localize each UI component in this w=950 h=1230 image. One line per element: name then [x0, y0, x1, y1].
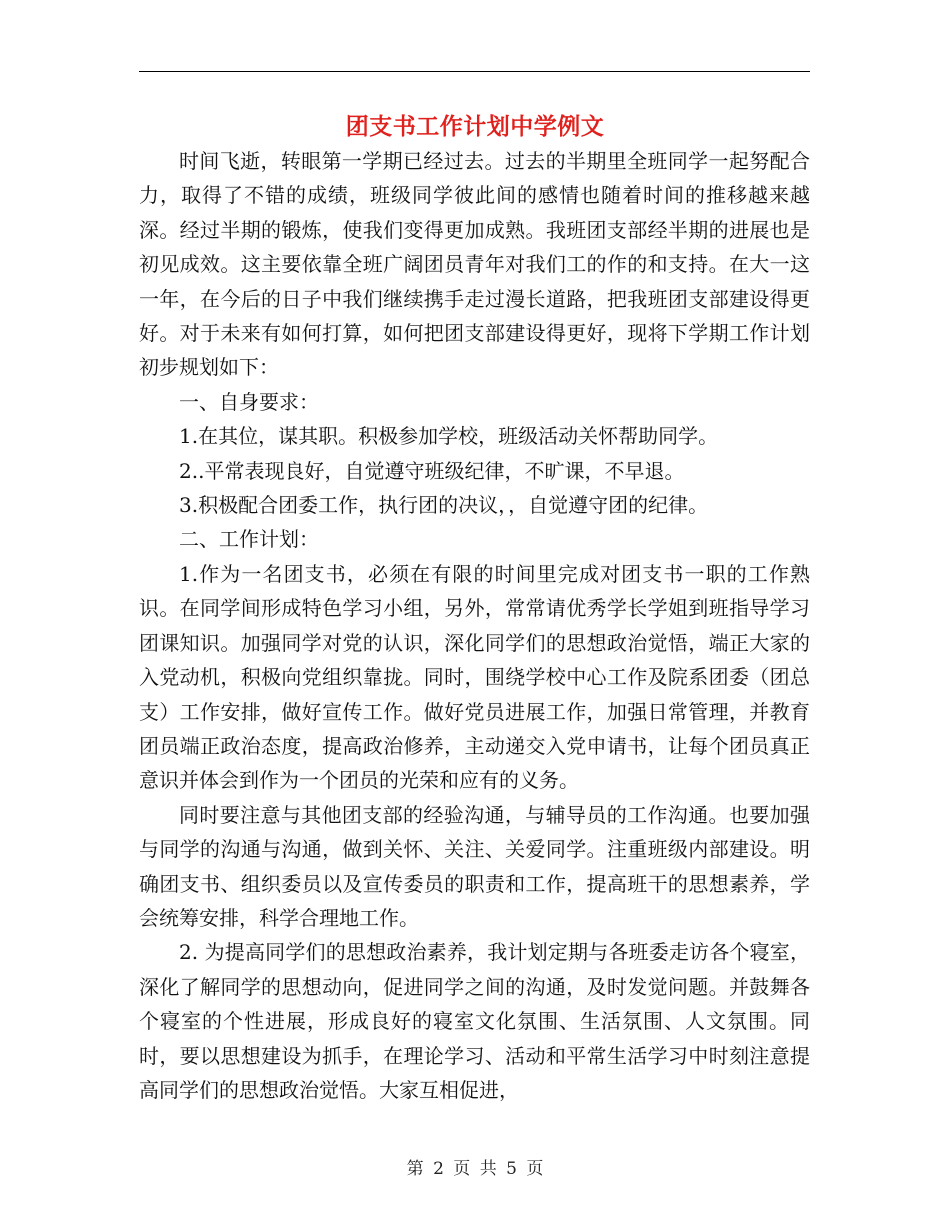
heading-work-plan: 二、工作计划： [179, 527, 319, 552]
list-item-3: 3.积极配合团委工作，执行团的决议，，自觉遵守团的纪律。 [179, 493, 709, 518]
list-item-1: 1.在其位，谋其职。积极参加学校，班级活动关怀帮助同学。 [179, 424, 719, 449]
heading-self-requirements: 一、自身要求： [179, 389, 319, 414]
document-title: 团支书工作计划中学例文 [345, 113, 605, 140]
paragraph-communication: 同时要注意与其他团支部的经验沟通，与辅导员的工作沟通。也要加强与同学的沟通与沟通，做到关怀、关注、关爱同学。注重班级内部建设。明确团支书、组织委员以及宣传委员的职责和工作，提高班干的思想素养，学会统筹安排，科学合理地工作。 [139, 802, 810, 930]
page-number: 第 2 页 共 5 页 [406, 1159, 544, 1179]
paragraph-plan-2: 2. 为提高同学们的思想政治素养，我计划定期与各班委走访各个寝室，深化了解同学的思想动向，促进同学之间的沟通，及时发觉问题。并鼓舞各个寝室的个性进展，形成良好的寝室文化氛围、生活氛围、人文氛围。同时，要以思想建设为抓手，在理论学习、活动和平常生活学习中时刻注意提高同学们的思想政治觉悟。大家互相促进， [139, 940, 810, 1102]
document-body [139, 144, 810, 1107]
header-rule [139, 71, 810, 72]
paragraph-intro: 时间飞逝，转眼第一学期已经过去。过去的半期里全班同学一起努配合力，取得了不错的成绩，班级同学彼此间的感情也随着时间的推移越来越深。经过半期的锻炼，使我们变得更加成熟。我班团支部经半期的进展也是初见成效。这主要依靠全班广阔团员青年对我们工的作的和支持。在大一这一年，在今后的日子中我们继续携手走过漫长道路，把我班团支部建设得更好。对于未来有如何打算，如何把团支部建设得更好，现将下学期工作计划初步规划如下： [139, 149, 810, 380]
paragraph-plan-1: 1.作为一名团支书，必须在有限的时间里完成对团支书一职的工作熟识。在同学间形成特色学习小组，另外，常常请优秀学长学姐到班指导学习团课知识。加强同学对党的认识，深化同学们的思想政治觉悟，端正大家的入党动机，积极向党组织靠拢。同时，围绕学校中心工作及院系团委（团总支）工作安排，做好宣传工作。做好党员进展工作，加强日常管理，并教育团员端正政治态度，提高政治修养，主动递交入党申请书，让每个团员真正意识并体会到作为一个团员的光荣和应有的义务。 [139, 561, 810, 793]
list-item-2: 2..平常表现良好，自觉遵守班级纪律，不旷课，不早退。 [179, 458, 685, 483]
